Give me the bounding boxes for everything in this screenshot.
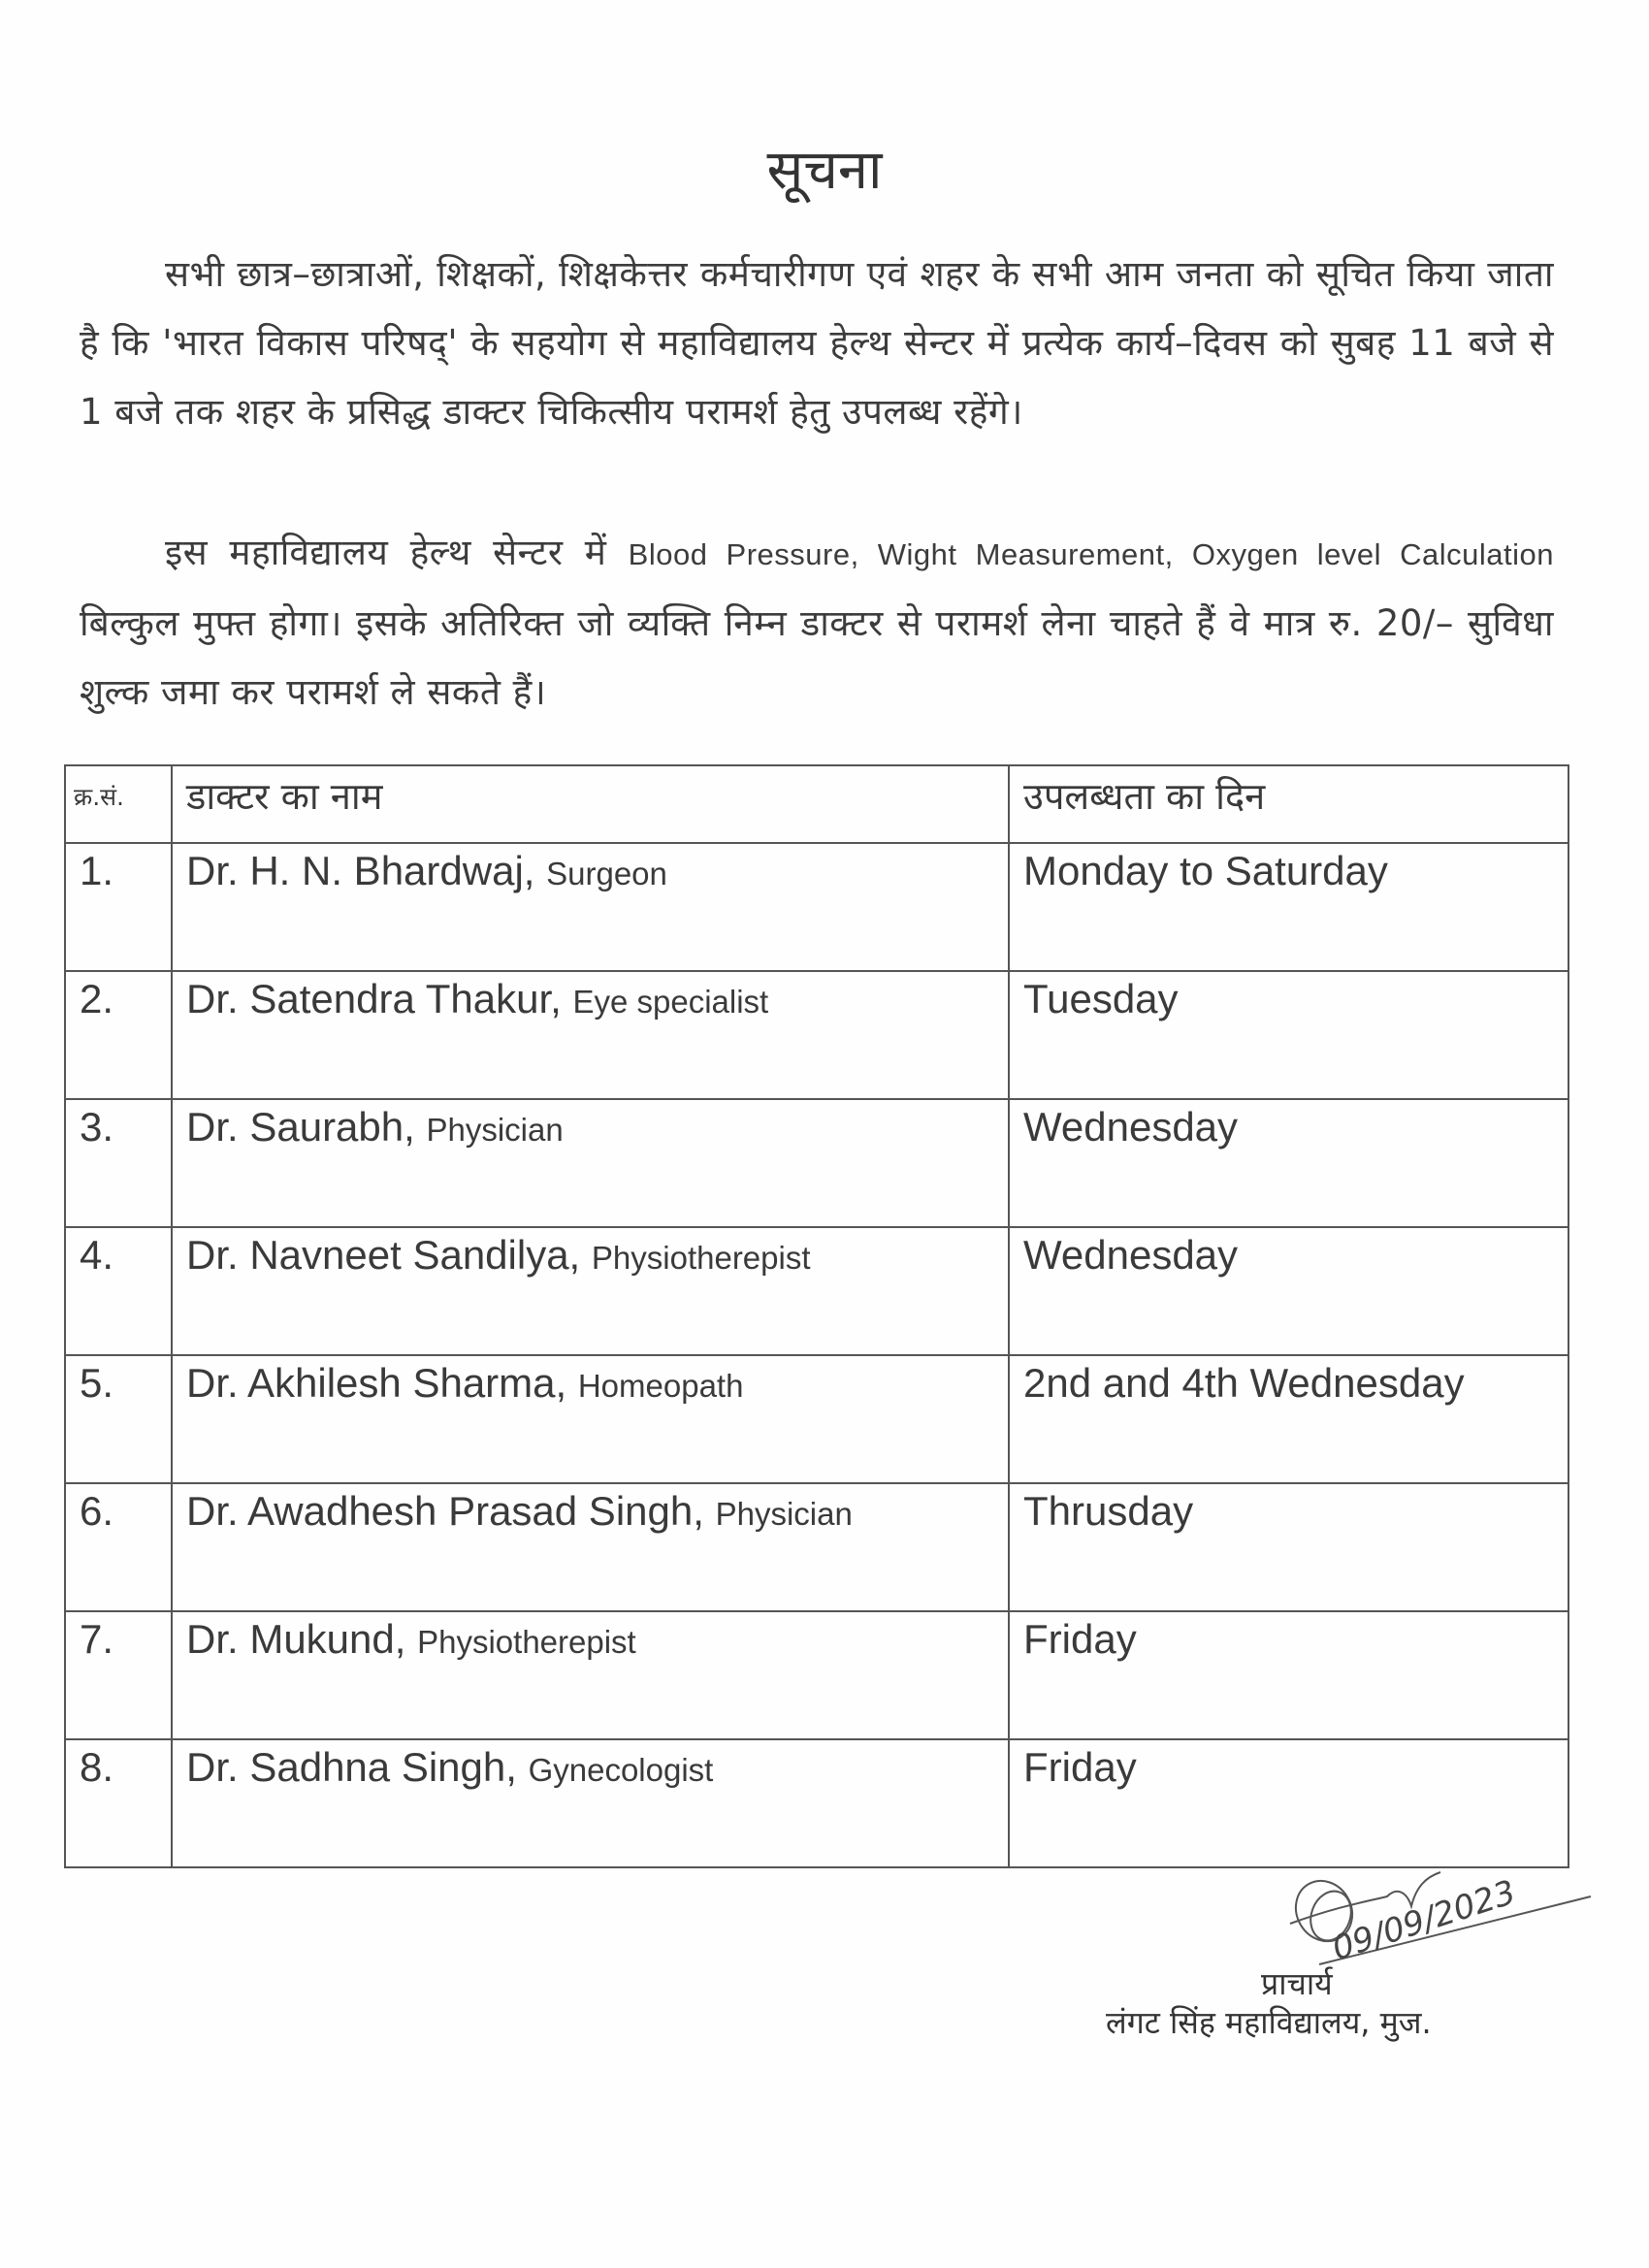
doctor-specialty: Gynecologist — [528, 1752, 714, 1788]
doctor-schedule-table — [64, 764, 1569, 1868]
notice-title: सूचना — [766, 139, 883, 202]
row-doctor — [172, 1611, 1009, 1739]
row-serial: 4. — [65, 1227, 172, 1355]
header-serial: क्र.सं. — [65, 765, 172, 843]
row-availability: Monday to Saturday — [1009, 843, 1568, 971]
table-header-row — [65, 765, 1568, 843]
row-doctor — [172, 1099, 1009, 1227]
doctor-specialty: Physician — [426, 1112, 564, 1148]
institution-name: लंगट सिंह महाविद्यालय, मुज. — [1106, 2004, 1432, 2041]
row-doctor — [172, 1227, 1009, 1355]
row-doctor — [172, 1483, 1009, 1611]
principal-designation: प्राचार्य — [1261, 1965, 1333, 2002]
doctor-name: Dr. Akhilesh Sharma, — [186, 1360, 567, 1406]
table-row — [65, 843, 1568, 971]
table-row — [65, 1739, 1568, 1867]
paragraph-2-intro: इस महाविद्यालय हेल्थ सेन्टर में — [165, 532, 629, 573]
row-serial: 3. — [65, 1099, 172, 1227]
row-availability: Wednesday — [1009, 1227, 1568, 1355]
doctor-name: Dr. Mukund, — [186, 1616, 406, 1662]
doctor-specialty: Physiotherepist — [417, 1624, 636, 1660]
row-availability: Wednesday — [1009, 1099, 1568, 1227]
doctor-name: Dr. Satendra Thakur, — [186, 976, 562, 1021]
row-availability: Tuesday — [1009, 971, 1568, 1099]
table-row — [65, 1355, 1568, 1483]
doctor-name: Dr. Awadhesh Prasad Singh, — [186, 1488, 704, 1534]
table-row — [65, 971, 1568, 1099]
notice-paragraph-1 — [80, 240, 1554, 446]
row-availability: 2nd and 4th Wednesday — [1009, 1355, 1568, 1483]
row-serial: 5. — [65, 1355, 172, 1483]
paragraph-2-rest: बिल्कुल मुफ्त होगा। इसके अतिरिक्त जो व्यक्ति निम्न डाक्टर से परामर्श लेना चाहते हैं वे मात्र रु. 20/– सुविधा शुल्क जमा कर परामर्श ले सकते हैं। — [80, 602, 1554, 713]
row-availability: Friday — [1009, 1739, 1568, 1867]
free-services-list: Blood Pressure, Wight Measurement, Oxygen level Calculation — [628, 537, 1554, 571]
doctor-name: Dr. Navneet Sandilya, — [186, 1232, 581, 1278]
table-row — [65, 1611, 1568, 1739]
row-doctor — [172, 971, 1009, 1099]
paragraph-1-text: सभी छात्र–छात्राओं, शिक्षकों, शिक्षकेत्तर कर्मचारीगण एवं शहर के सभी आम जनता को सूचित किया जाता है कि 'भारत विकास परिषद्' के सहयोग से महाविद्यालय हेल्थ सेन्टर में प्रत्येक कार्य–दिवस को सुबह 11 बजे से 1 बजे तक शहर के प्रसिद्ध डाक्टर चिकित्सीय परामर्श हेतु उपलब्ध रहेंगे। — [80, 253, 1554, 433]
doctor-specialty: Eye specialist — [572, 984, 769, 1020]
doctor-specialty: Physician — [715, 1496, 853, 1532]
doctor-name: Dr. Saurabh, — [186, 1104, 415, 1150]
table-row — [65, 1099, 1568, 1227]
doctor-specialty: Surgeon — [546, 856, 667, 891]
notice-paragraph-2 — [80, 518, 1554, 727]
row-serial: 6. — [65, 1483, 172, 1611]
doctor-name: Dr. Sadhna Singh, — [186, 1744, 517, 1790]
doctor-name: Dr. H. N. Bhardwaj, — [186, 848, 535, 893]
row-availability: Friday — [1009, 1611, 1568, 1739]
table-row — [65, 1483, 1568, 1611]
row-serial: 8. — [65, 1739, 172, 1867]
doctor-specialty: Homeopath — [577, 1368, 744, 1404]
row-doctor — [172, 1739, 1009, 1867]
row-doctor — [172, 843, 1009, 971]
row-doctor — [172, 1355, 1009, 1483]
signature-date: 09/09/2023 — [1327, 1872, 1521, 1969]
table-row — [65, 1227, 1568, 1355]
header-availability: उपलब्धता का दिन — [1009, 765, 1568, 843]
row-serial: 1. — [65, 843, 172, 971]
row-availability: Thrusday — [1009, 1483, 1568, 1611]
header-doctor-name: डाक्टर का नाम — [172, 765, 1009, 843]
doctor-specialty: Physiotherepist — [591, 1240, 811, 1276]
row-serial: 7. — [65, 1611, 172, 1739]
row-serial: 2. — [65, 971, 172, 1099]
